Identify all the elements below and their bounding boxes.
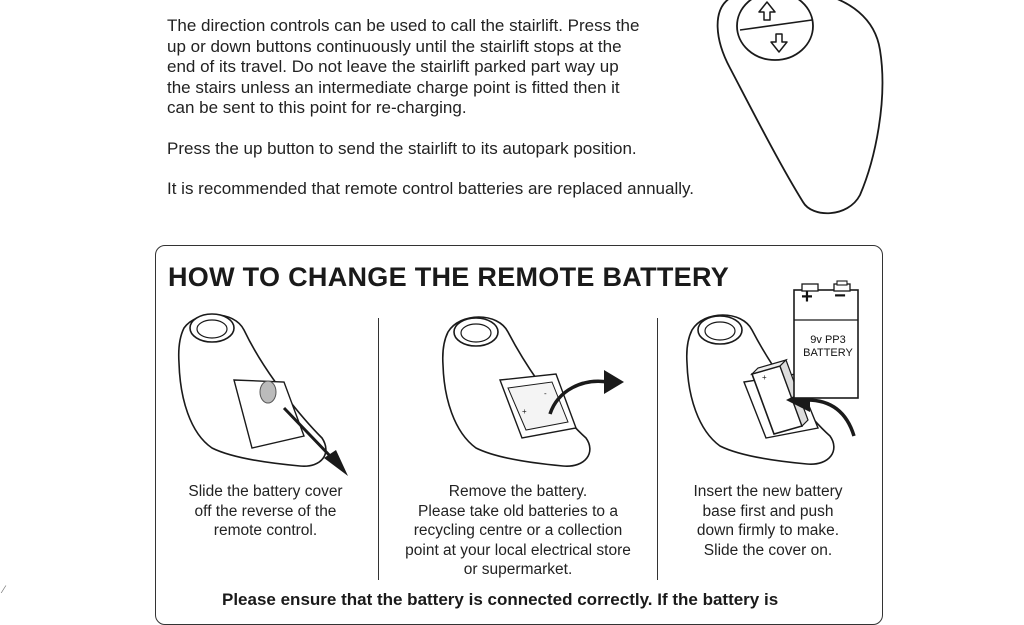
step-2-caption [388,482,648,580]
battery-plus-terminal: + [801,286,813,308]
svg-text:+: + [762,373,767,382]
button-disc-icon [737,0,813,60]
step-3-caption [668,482,868,560]
margin-mark: ⁄ [3,584,5,596]
battery-label-line: 9v PP3 [810,334,846,346]
grip-icon [260,381,276,403]
remove-arrow-icon [604,370,624,394]
caption-line: Remove the battery. [448,483,588,500]
svg-text:-: - [544,389,547,398]
step-1-illustration [172,308,362,480]
panel-title: HOW TO CHANGE THE REMOTE BATTERY [168,262,730,292]
intro-line: the stairs unless an intermediate charge point is fitted then it [167,77,620,97]
intro-line: The direction controls can be used to call the stairlift. Press the [167,16,640,35]
caption-line: off the reverse of the [194,502,337,520]
caption-line: Insert the new battery [693,483,843,500]
step-1-caption [168,482,363,541]
caption-line: point at your local electrical store [405,541,631,559]
intro-line: can be sent to this point for re-charging. [167,98,467,117]
caption-line: Slide the battery cover [188,483,343,500]
battery-minus-terminal: − [834,285,846,307]
caption-line: recycling centre or a collection [413,522,623,539]
battery-label [794,334,862,360]
intro-paragraph-2: Press the up button to send the stairlift to its autopark position. [167,138,637,158]
battery-warning-text: Please ensure that the battery is connected correctly. If the battery is [222,590,779,609]
intro-paragraph-3: It is recommended that remote control batteries are replaced annually. [167,179,694,198]
intro-paragraph-1 [167,16,727,119]
divider [657,318,658,580]
intro-line: up or down buttons continuously until the stairlift stops at the [167,36,622,56]
divider [378,318,379,580]
remote-control-illustration [700,0,890,220]
caption-line: or supermarket. [463,561,573,578]
caption-line: remote control. [213,522,318,539]
caption-line: Please take old batteries to a [418,502,618,520]
caption-line: Slide the cover on. [703,541,833,559]
caption-line: down firmly to make. [696,522,840,539]
intro-text [167,16,727,200]
caption-line: base first and push [702,502,834,520]
step-2-illustration [438,310,648,482]
svg-text:+: + [522,407,527,416]
battery-label-line: BATTERY [803,347,853,359]
intro-line: end of its travel. Do not leave the stairlift parked part way up [167,57,619,76]
